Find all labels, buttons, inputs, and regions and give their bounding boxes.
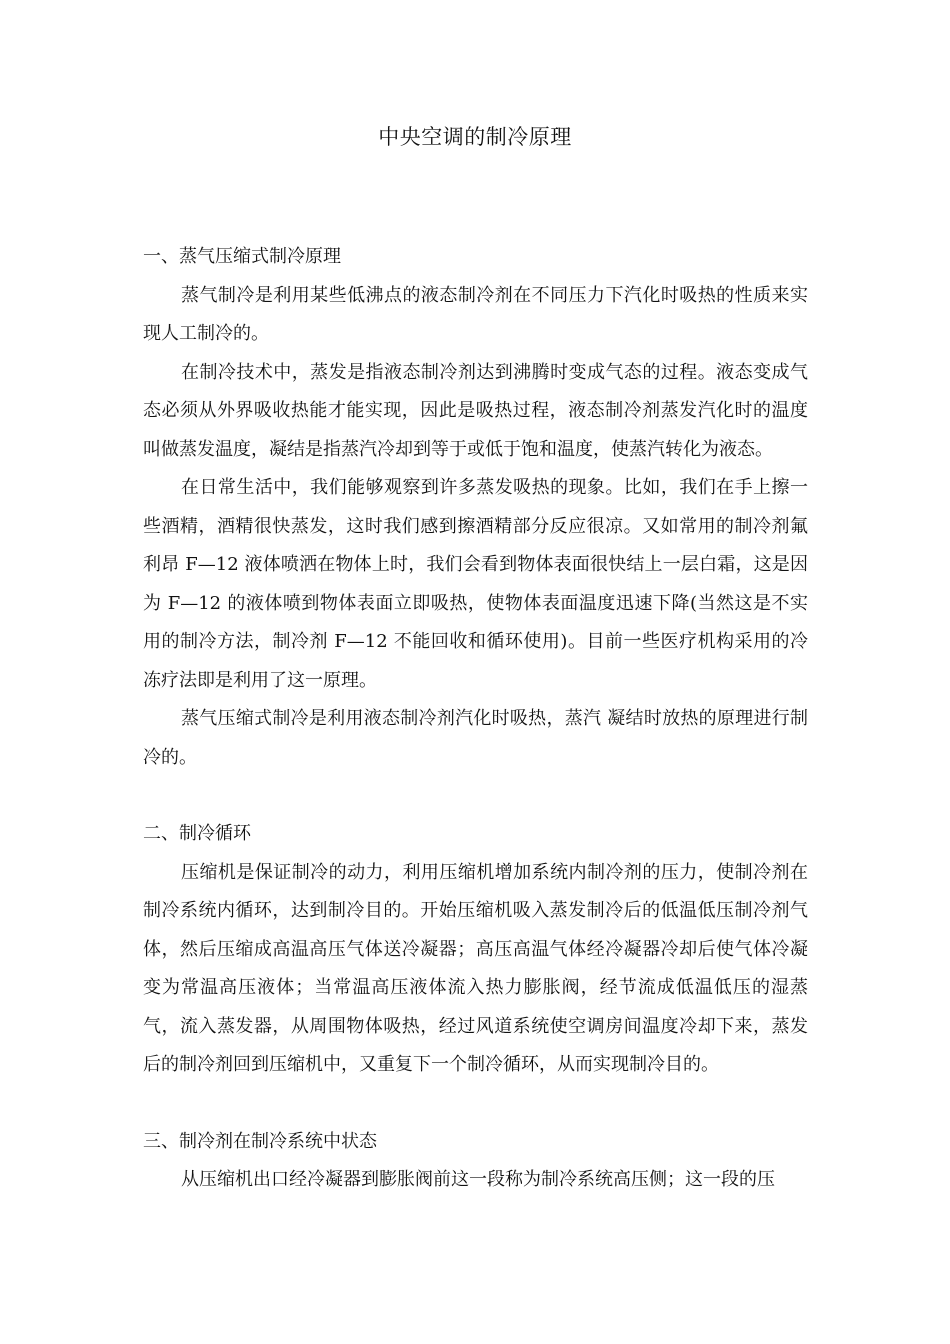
section-1-paragraph-1: 蒸气制冷是利用某些低沸点的液态制冷剂在不同压力下汽化时吸热的性质来实现人工制冷的。	[143, 284, 808, 344]
section-1-paragraph-4: 蒸气压缩式制冷是利用液态制冷剂汽化时吸热，蒸汽 凝结时放热的原理进行制冷的。	[143, 708, 808, 768]
section-3-heading: 三、制冷剂在制冷系统中状态	[143, 1130, 377, 1152]
section-1-paragraph-3: 在日常生活中，我们能够观察到许多蒸发吸热的现象。比如，我们在手上擦一些酒精，酒精很快蒸发，这时我们感到擦酒精部分反应很凉。又如常用的制冷剂氟利昂 F—12 液体喷洒在物体上时，我们会看到物体表面很快结上一层白霜，这是因为 F—12 的液体喷到物体表面立即吸热，使物体表面温度迅速下降(当然这是不实用的制冷方法，制冷剂 F—12 不能回收和循环使用)。目前一些医疗机构采用的冷冻疗法即是利用了这一原理。	[143, 477, 808, 691]
document-title: 中央空调的制冷原理	[378, 125, 572, 149]
section-3-paragraph-1: 从压缩机出口经冷凝器到膨胀阀前这一段称为制冷系统高压侧；这一段的压	[181, 1169, 775, 1190]
section-2-heading: 二、制冷循环	[143, 823, 251, 844]
section-3	[143, 1123, 808, 1200]
document-body	[143, 238, 808, 1200]
section-2-paragraph-1: 压缩机是保证制冷的动力，利用压缩机增加系统内制冷剂的压力，使制冷剂在制冷系统内循环，达到制冷目的。开始压缩机吸入蒸发制冷后的低温低压制冷剂气体，然后压缩成高温高压气体送冷凝器；高压高温气体经冷凝器冷却后使气体冷凝变为常温高压液体；当常温高压液体流入热力膨胀阀，经节流成低温低压的湿蒸气，流入蒸发器，从周围物体吸热，经过风道系统使空调房间温度冷却下来，蒸发后的制冷剂回到压缩机中，又重复下一个制冷循环，从而实现制冷目的。	[143, 861, 808, 1075]
section-1	[143, 238, 808, 777]
section-1-paragraph-2: 在制冷技术中，蒸发是指液态制冷剂达到沸腾时变成气态的过程。液态变成气态必须从外界吸收热能才能实现，因此是吸热过程，液态制冷剂蒸发汽化时的温度叫做蒸发温度，凝结是指蒸汽冷却到等于或低于饱和温度，使蒸汽转化为液态。	[143, 361, 808, 460]
section-spacer	[143, 1085, 808, 1123]
section-2	[143, 815, 808, 1085]
section-1-heading: 一、蒸气压缩式制冷原理	[143, 246, 341, 267]
section-spacer	[143, 777, 808, 815]
